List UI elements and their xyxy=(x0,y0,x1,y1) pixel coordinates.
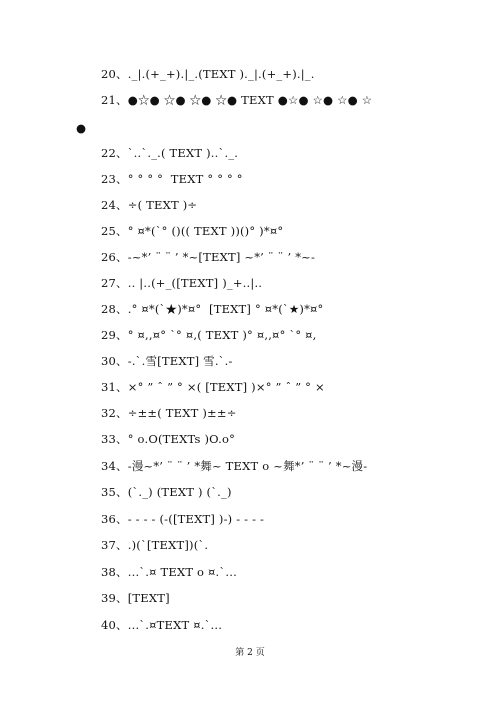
text-line-22: 22、`..`._.( TEXT )..`._. xyxy=(101,146,239,160)
text-line-35: 35、(`._) (TEXT ) (`._) xyxy=(101,485,232,499)
text-line-38: 38、...`.¤ TEXT o ¤.`... xyxy=(101,565,237,579)
text-line-25: 25、° ¤*(`° ()(( TEXT ))()° )*¤° xyxy=(101,224,284,238)
text-line-26: 26、-~*’ ¨ ¨ ’ *~[TEXT] ~*’ ¨ ¨ ’ *~- xyxy=(101,250,316,264)
text-line-39: 39、[TEXT] xyxy=(101,591,170,605)
text-line-40: 40、...`.¤TEXT ¤.`... xyxy=(101,618,223,632)
text-line-37: 37、.)(`[TEXT])(`. xyxy=(101,538,209,552)
page-number-footer: 第 2 页 xyxy=(235,648,265,658)
text-line-30: 30、-.`.雪[TEXT] 雪.`.- xyxy=(101,354,233,368)
text-line-36: 36、- - - - (-([TEXT] )-) - - - - xyxy=(101,512,265,526)
text-line-24: 24、÷( TEXT )÷ xyxy=(101,198,198,212)
text-line-21-continued: ● xyxy=(76,121,87,135)
text-line-34: 34、-漫~*’ ¨ ¨ ’ *舞~ TEXT o ~舞*’ ¨ ¨ ’ *~漫- xyxy=(101,459,368,473)
text-line-20: 20、._|.(+_+).|_.(TEXT )._|.(+_+).|_. xyxy=(101,67,315,81)
text-line-28: 28、.° ¤*(`★)*¤° [TEXT] ° ¤*(`★)*¤° xyxy=(101,302,324,316)
text-line-23: 23、° ° ° ° TEXT ° ° ° ° xyxy=(101,172,243,186)
text-line-27: 27、.. |..(+_([TEXT] )_+..|.. xyxy=(101,276,263,290)
text-line-31: 31、×° ” ˆ ” ° ×( [TEXT] )×° ” ˆ ” ° × xyxy=(101,380,325,394)
text-line-21: 21、●☆● ☆● ☆● ☆● TEXT ●☆● ☆● ☆● ☆ xyxy=(101,93,373,107)
text-line-32: 32、÷±±( TEXT )±±÷ xyxy=(101,406,237,420)
text-line-33: 33、° o.O(TEXTs )O.o° xyxy=(101,432,236,446)
text-line-29: 29、° ¤,,¤° `° ¤,( TEXT )° ¤,,¤° `° ¤, xyxy=(101,328,317,342)
